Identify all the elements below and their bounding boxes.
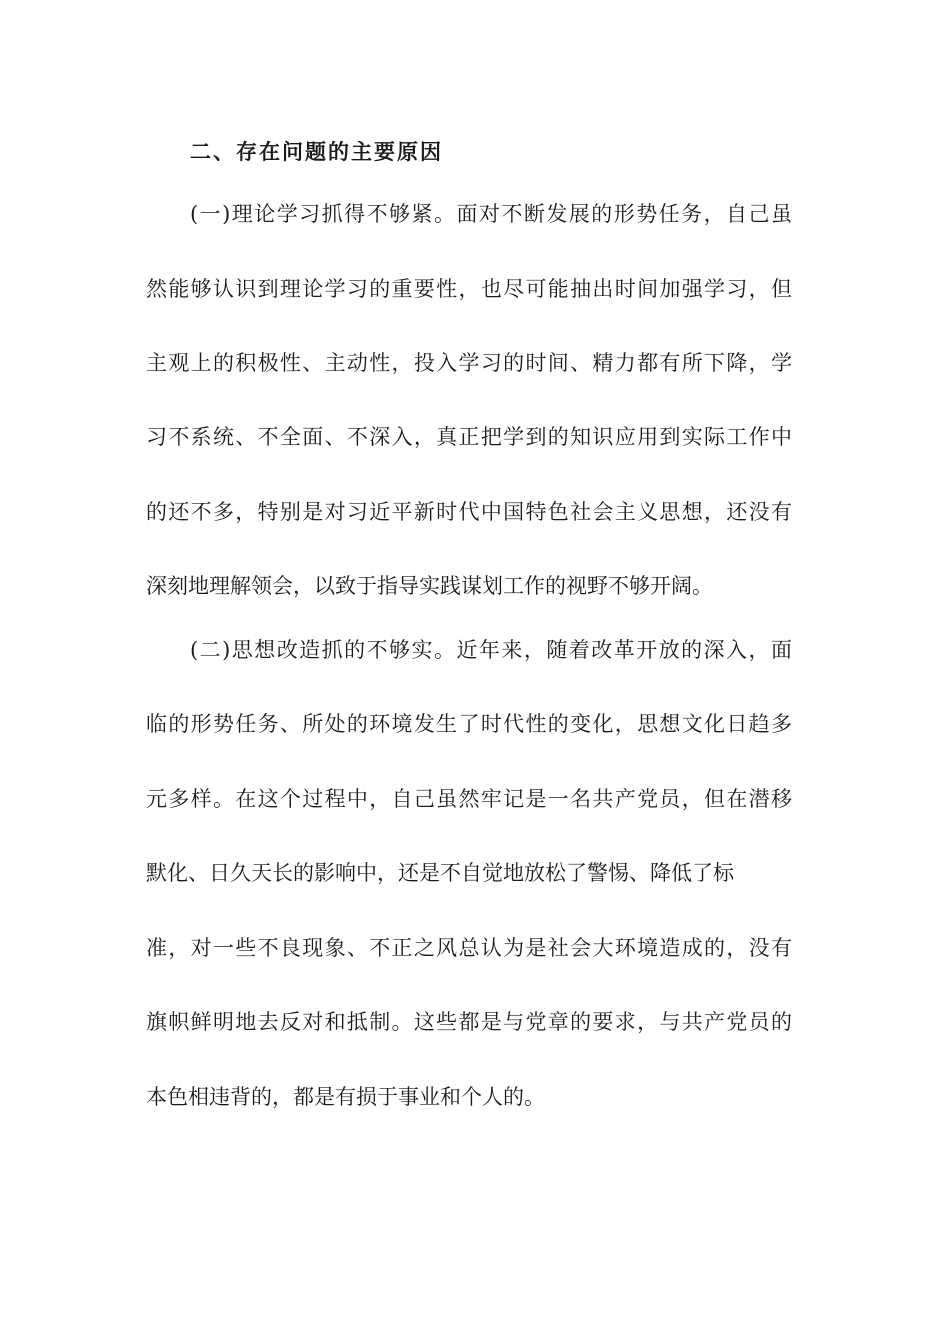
paragraph-line: 旗帜鲜明地去反对和抵制。这些都是与党章的要求，与共产党员的: [146, 1010, 792, 1034]
paragraph-line: 然能够认识到理论学习的重要性，也尽可能抽出时间加强学习，但: [146, 277, 792, 301]
paragraph-line: 深刻地理解领会，以致于指导实践谋划工作的视野不够开阔。: [146, 574, 713, 598]
paragraph-line: 临的形势任务、所处的环境发生了时代性的变化，思想文化日趋多: [146, 712, 792, 736]
paragraph-line: (二)思想改造抓的不够实。近年来，随着改革开放的深入，面: [190, 638, 792, 662]
paragraph-line: 习不系统、不全面、不深入，真正把学到的知识应用到实际工作中: [146, 425, 792, 449]
paragraph-line: 的还不多，特别是对习近平新时代中国特色社会主义思想，还没有: [146, 500, 792, 524]
paragraph-line: 默化、日久天长的影响中，还是不自觉地放松了警惕、降低了标: [146, 861, 734, 885]
paragraph-line: 元多样。在这个过程中，自己虽然牢记是一名共产党员，但在潜移: [146, 787, 792, 811]
paragraph-line: 主观上的积极性、主动性，投入学习的时间、精力都有所下降，学: [146, 351, 792, 375]
paragraph-line: 准，对一些不良现象、不正之风总认为是社会大环境造成的，没有: [146, 936, 792, 960]
section-heading: 二、存在问题的主要原因: [190, 139, 443, 164]
paragraph-line: (一)理论学习抓得不够紧。面对不断发展的形势任务，自己虽: [190, 202, 792, 226]
paragraph-line: 本色相违背的，都是有损于事业和个人的。: [146, 1085, 545, 1109]
